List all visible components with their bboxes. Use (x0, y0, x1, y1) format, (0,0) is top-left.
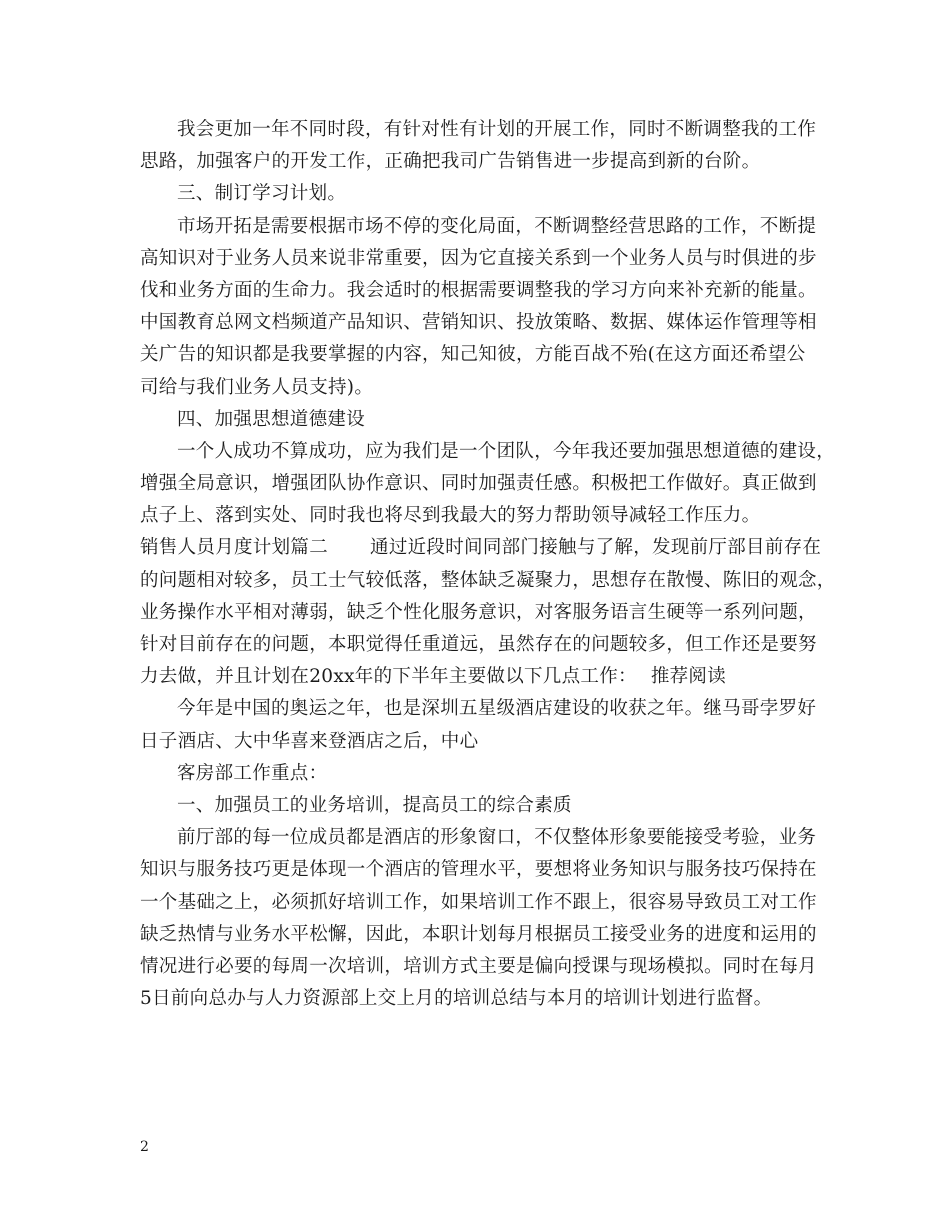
text-segment: 力去做，并且计划在20xx年的下半年主要做以下几点工作： (140, 666, 637, 688)
text-line: 伐和业务方面的生命力。我会适时的根据需要调整我的学习方向来补充新的能量。 (140, 279, 817, 301)
page-number: 2 (140, 1139, 149, 1155)
text-line: 前厅部的每一位成员都是酒店的形象窗口，不仅整体形象要能接受考验，业务 (177, 827, 817, 849)
text-line: 知识与服务技巧更是体现一个酒店的管理水平，要想将业务知识与服务技巧保持在 (140, 859, 817, 881)
text-segment: 通过近段时间同部门接触与了解，发现前厅部目前存在 (370, 537, 822, 559)
text-line: 我会更加一年不同时段，有针对性有计划的开展工作，同时不断调整我的工作 (177, 119, 817, 140)
text-line: 针对目前存在的问题，本职觉得任重道远，虽然存在的问题较多，但工作还是要努 (140, 634, 817, 655)
recommended-reading-label: 推荐阅读 (650, 666, 727, 688)
section-heading: 三、制订学习计划。 (177, 183, 347, 205)
text-line: 一个基础之上，必须抓好培训工作，如果培训工作不跟上，很容易导致员工对工作 (140, 891, 817, 913)
text-line: 5日前向总办与人力资源部上交上月的培训总结与本月的培训计划进行监督。 (140, 988, 773, 1010)
article-title: 销售人员月度计划篇二 (140, 537, 329, 559)
text-line: 业务操作水平相对薄弱，缺乏个性化服务意识，对客服务语言生硬等一系列问题， (140, 601, 817, 623)
text-line: 高知识对于业务人员来说非常重要，因为它直接关系到一个业务人员与时俱进的步 (140, 247, 817, 269)
text-line: 的问题相对较多，员工士气较低落，整体缺乏凝聚力，思想存在散慢、陈旧的观念， (140, 569, 836, 591)
text-line: 点子上、落到实处、同时我也将尽到我最大的努力帮助领导减轻工作压力。 (140, 505, 761, 527)
section-heading: 一、加强员工的业务培训，提高员工的综合素质 (177, 794, 572, 816)
text-line: 日子酒店、大中华喜来登酒店之后，中心 (140, 730, 479, 752)
text-line: 缺乏热情与业务水平松懈，因此，本职计划每月根据员工接受业务的进度和运用的 (140, 923, 817, 945)
text-line: 情况进行必要的每周一次培训，培训方式主要是偏向授课与现场模拟。同时在每月 (140, 955, 817, 977)
text-line (140, 661, 824, 693)
text-line (140, 532, 824, 564)
text-line: 思路，加强客户的开发工作，正确把我司广告销售进一步提高到新的台阶。 (140, 151, 761, 173)
text-line: 今年是中国的奥运之年，也是深圳五星级酒店建设的收获之年。继马哥孛罗好 (177, 698, 817, 720)
text-line: 一个人成功不算成功，应为我们是一个团队，今年我还要加强思想道德的建设， (177, 440, 836, 462)
text-line: 司给与我们业务人员支持)。 (140, 376, 374, 398)
text-line: 中国教育总网文档频道产品知识、营销知识、投放策略、数据、媒体运作管理等相 (140, 312, 817, 334)
text-line: 市场开拓是需要根据市场不停的变化局面，不断调整经营思路的工作，不断提 (177, 215, 817, 237)
text-line: 关广告的知识都是我要掌握的内容，知己知彼，方能百战不殆(在这方面还希望公 (140, 344, 806, 366)
text-line: 增强全局意识，增强团队协作意识、同时加强责任感。积极把工作做好。真正做到 (140, 473, 817, 495)
document-body (140, 114, 836, 1015)
section-heading: 四、加强思想道德建设 (177, 408, 366, 430)
section-heading: 客房部工作重点： (177, 762, 328, 784)
